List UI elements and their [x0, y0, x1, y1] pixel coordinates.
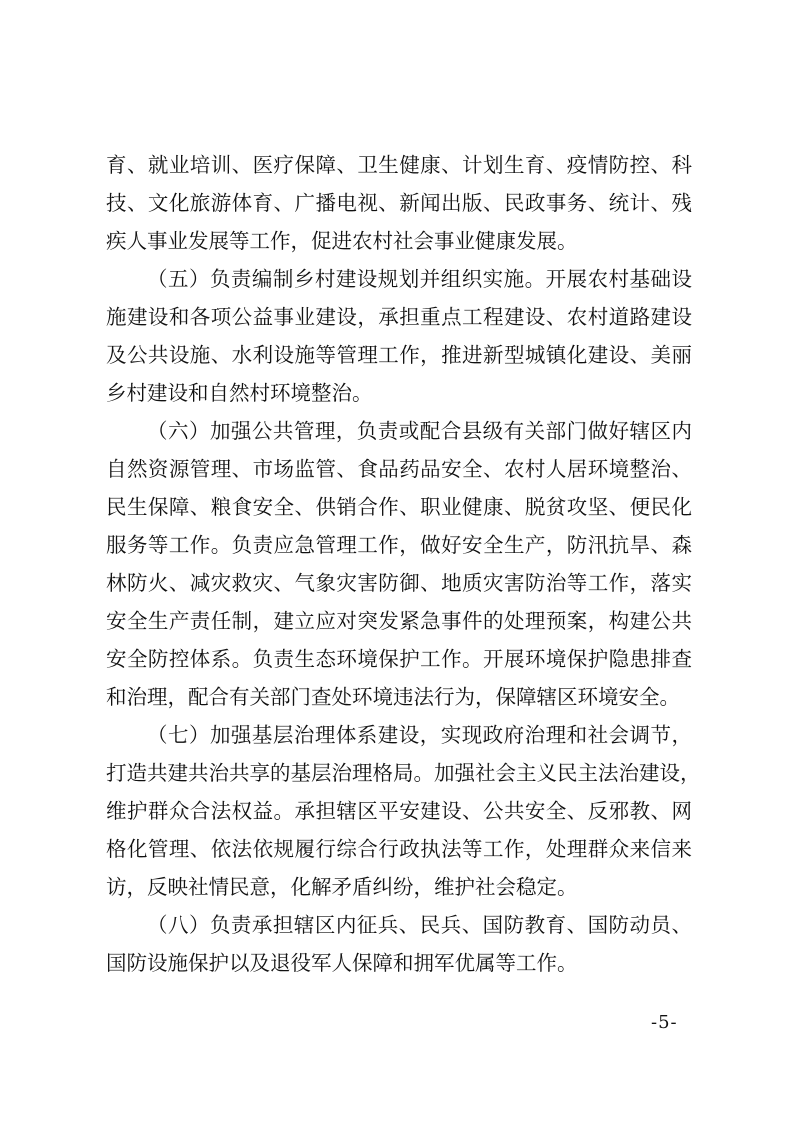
text-line: 安全防控体系。负责生态环境保护工作。开展环境保护隐患排查: [106, 647, 692, 671]
paragraph-item-6: [106, 412, 692, 716]
document-body: [106, 146, 701, 982]
text-line: 及公共设施、水利设施等管理工作，推进新型城镇化建设、美丽: [106, 343, 692, 367]
text-line: 格化管理、依法依规履行综合行政执法等工作，处理群众来信来: [106, 837, 692, 861]
text-line: 自然资源管理、市场监管、食品药品安全、农村人居环境整治、: [106, 457, 692, 481]
text-line: 国防设施保护以及退役军人保障和拥军优属等工作。: [106, 951, 578, 975]
text-line: 民生保障、粮食安全、供销合作、职业健康、脱贫攻坚、便民化: [106, 495, 692, 519]
text-line: 林防火、减灾救灾、气象灾害防御、地质灾害防治等工作，落实: [106, 571, 692, 595]
text-line: 施建设和各项公益事业建设，承担重点工程建设、农村道路建设: [106, 305, 692, 329]
text-line: 访，反映社情民意，化解矛盾纠纷，维护社会稳定。: [106, 875, 578, 899]
paragraph-continuation: [106, 146, 692, 260]
paragraph-item-5: [106, 260, 692, 412]
text-line: （五）负责编制乡村建设规划并组织实施。开展农村基础设: [147, 267, 692, 291]
paragraph-item-8: [106, 906, 692, 982]
text-line: 和治理，配合有关部门查处环境违法行为，保障辖区环境安全。: [106, 685, 680, 709]
text-line: （七）加强基层治理体系建设，实现政府治理和社会调节，: [147, 723, 692, 747]
text-line: 乡村建设和自然村环境整治。: [106, 381, 373, 405]
paragraph-item-7: [106, 716, 701, 906]
page-number: -5-: [651, 1012, 678, 1033]
text-line: 维护群众合法权益。承担辖区平安建设、公共安全、反邪教、网: [106, 799, 692, 823]
text-line: 疾人事业发展等工作，促进农村社会事业健康发展。: [106, 229, 578, 253]
text-line: 育、就业培训、医疗保障、卫生健康、计划生育、疫情防控、科: [106, 153, 692, 177]
text-line: 打造共建共治共享的基层治理格局。加强社会主义民主法治建设，: [106, 761, 701, 785]
text-line: 技、文化旅游体育、广播电视、新闻出版、民政事务、统计、残: [106, 191, 692, 215]
text-line: （八）负责承担辖区内征兵、民兵、国防教育、国防动员、: [147, 913, 692, 937]
text-line: 安全生产责任制，建立应对突发紧急事件的处理预案，构建公共: [106, 609, 692, 633]
text-line: 服务等工作。负责应急管理工作，做好安全生产，防汛抗旱、森: [106, 533, 692, 557]
text-line: （六）加强公共管理，负责或配合县级有关部门做好辖区内: [147, 419, 692, 443]
